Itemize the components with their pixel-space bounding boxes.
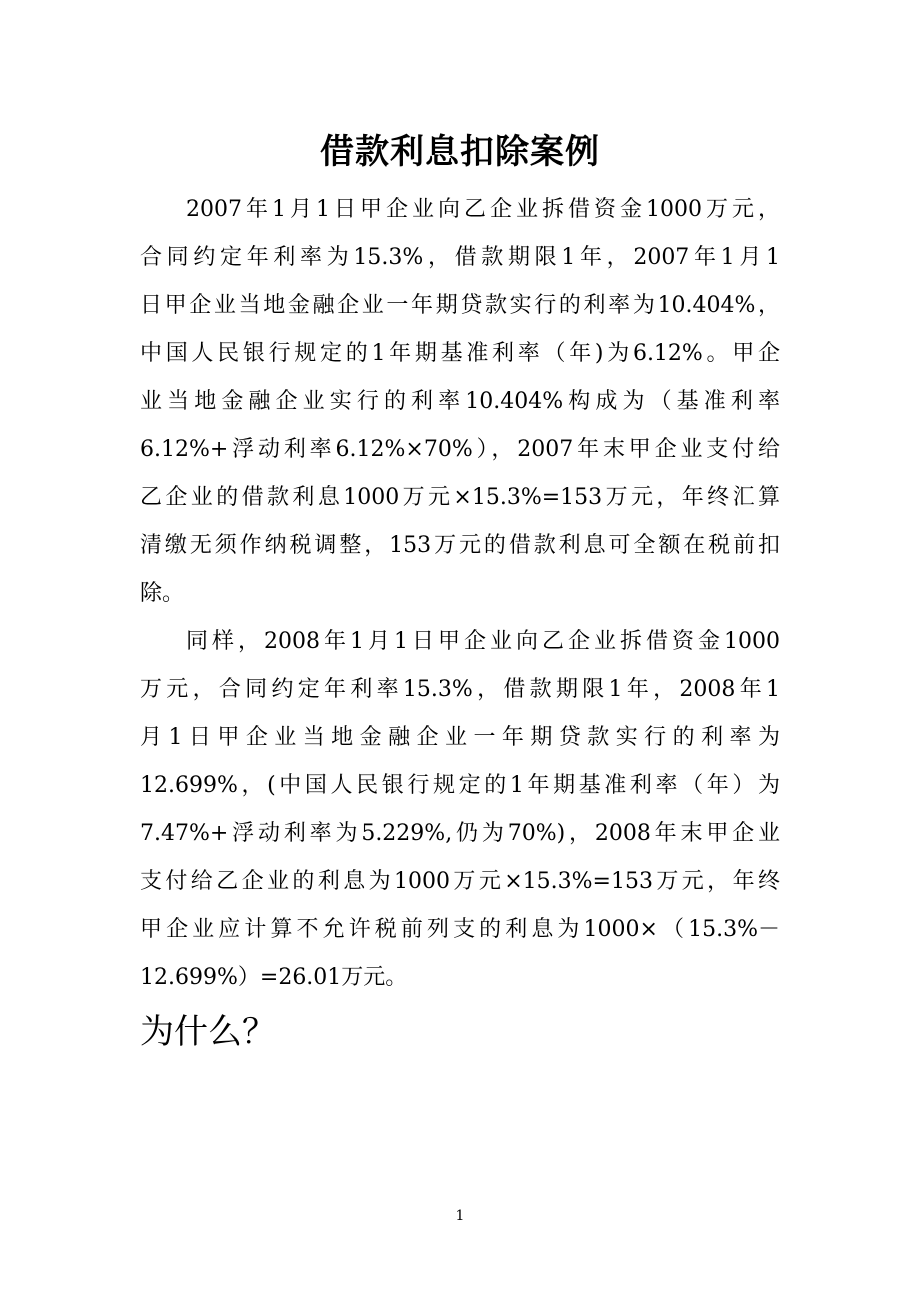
paragraph-line: 7.47%+浮动利率为5.229%,仍为70%)，2008年末甲企业 bbox=[140, 821, 780, 846]
paragraph-1 bbox=[140, 186, 780, 618]
paragraph-line: 合同约定年利率为15.3%，借款期限1年，2007年1月1 bbox=[140, 245, 780, 270]
paragraph-line: 支付给乙企业的利息为1000万元×15.3%=153万元，年终 bbox=[140, 869, 780, 894]
paragraph-line: 业当地金融企业实行的利率10.404%构成为（基准利率 bbox=[140, 389, 780, 414]
paragraph-line: 甲企业应计算不允许税前列支的利息为1000×（15.3%－ bbox=[140, 917, 780, 942]
paragraph-line: 12.699%）=26.01万元。 bbox=[140, 965, 408, 990]
paragraph-line: 2007年1月1日甲企业向乙企业拆借资金1000万元， bbox=[186, 197, 780, 222]
paragraph-line: 中国人民银行规定的1年期基准利率（年)为6.12%。甲企 bbox=[140, 341, 780, 366]
paragraph-line: 乙企业的借款利息1000万元×15.3%=153万元，年终汇算 bbox=[140, 485, 780, 510]
paragraph-line: 12.699%，(中国人民银行规定的1年期基准利率（年）为 bbox=[140, 773, 780, 798]
paragraph-2 bbox=[140, 618, 780, 1002]
paragraph-line: 6.12%+浮动利率6.12%×70%），2007年末甲企业支付给 bbox=[140, 437, 780, 462]
question-heading: 为什么？ bbox=[140, 1012, 276, 1052]
document-title: 借款利息扣除案例 bbox=[320, 132, 600, 172]
paragraph-line: 万元，合同约定年利率15.3%，借款期限1年，2008年1 bbox=[140, 677, 780, 702]
paragraph-line: 日甲企业当地金融企业一年期贷款实行的利率为10.404%， bbox=[140, 293, 780, 318]
paragraph-line: 清缴无须作纳税调整，153万元的借款利息可全额在税前扣 bbox=[140, 533, 780, 558]
paragraph-line: 除。 bbox=[140, 581, 185, 606]
paragraph-line: 同样，2008年1月1日甲企业向乙企业拆借资金1000 bbox=[186, 629, 780, 654]
paragraph-line: 月1日甲企业当地金融企业一年期贷款实行的利率为 bbox=[140, 725, 780, 750]
page-number: 1 bbox=[455, 1208, 465, 1224]
